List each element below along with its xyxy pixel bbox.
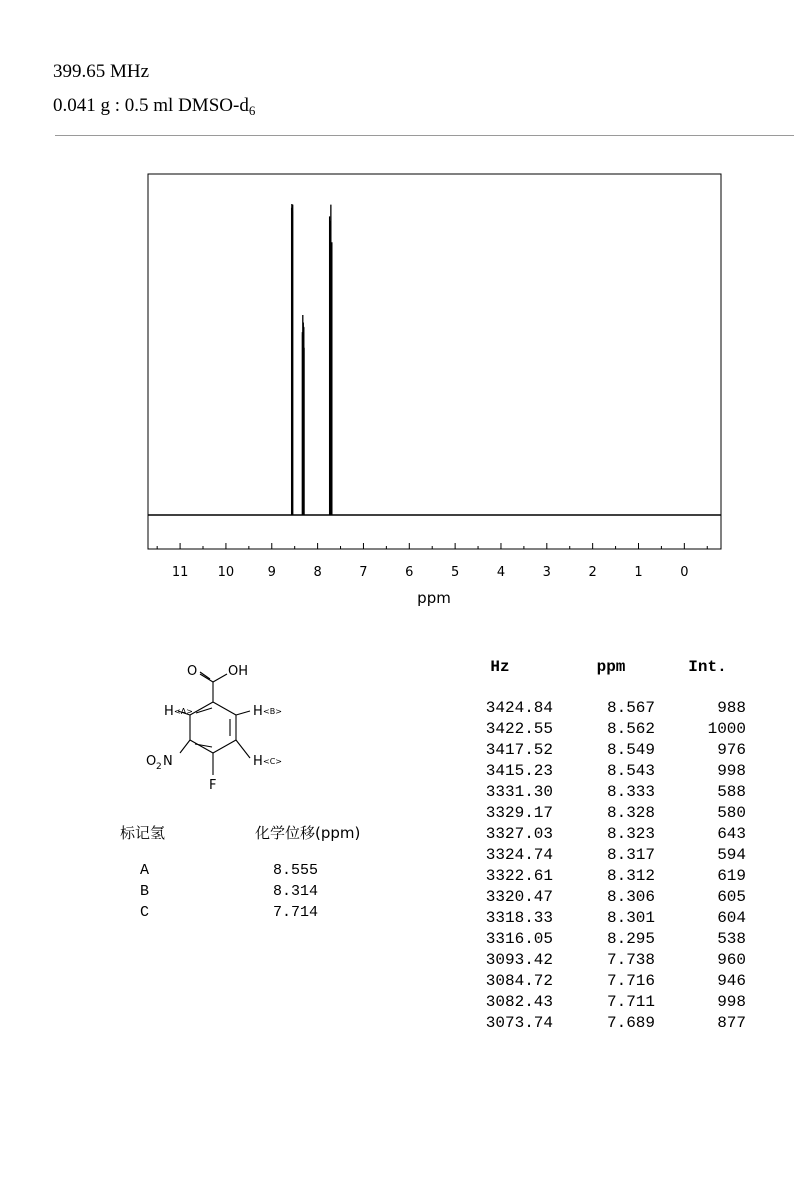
peak-lines <box>292 204 332 515</box>
x-axis-label: ppm <box>417 589 451 607</box>
table-row <box>455 971 746 992</box>
tag-c-label: <C> <box>263 757 282 766</box>
cell-ppm: 8.295 <box>606 930 655 948</box>
spectrometer-frequency: 399.65 MHz <box>53 61 150 82</box>
cell-int: 588 <box>717 783 746 801</box>
nitro-subscript: 2 <box>156 762 162 772</box>
cell-ppm: 8.333 <box>606 783 655 801</box>
table-row <box>455 698 746 719</box>
cell-ppm: 8.306 <box>606 888 655 906</box>
hydroxyl-label: OH <box>228 664 249 679</box>
table-row <box>455 803 746 824</box>
cell-int: 594 <box>717 846 746 864</box>
tag-a-label: <A> <box>174 707 193 716</box>
cell-ppm: 7.738 <box>606 951 655 969</box>
cell-ppm: 8.567 <box>606 699 655 717</box>
hydrogen-c-label: H <box>253 754 263 769</box>
cell-ppm: 7.711 <box>606 993 655 1011</box>
x-tick-label: 3 <box>542 565 551 580</box>
cell-int: 998 <box>717 993 746 1011</box>
x-tick-label: 5 <box>450 565 460 580</box>
cell-hz: 3084.72 <box>485 972 553 990</box>
cell-hz: 3316.05 <box>485 930 553 948</box>
cell-hz: 3417.52 <box>485 741 553 759</box>
hydrogen-a-label: H <box>164 704 174 719</box>
cell-ppm: 8.562 <box>606 720 655 738</box>
benzene-ring <box>190 702 236 753</box>
assignment-shift-b: 8.314 <box>273 883 319 900</box>
table-row <box>455 950 746 971</box>
table-row <box>455 992 746 1013</box>
molecule-structure <box>140 655 300 795</box>
cell-int: 538 <box>717 930 746 948</box>
assignment-shift-header: 化学位移(ppm) <box>255 824 361 842</box>
cell-int: 877 <box>717 1014 746 1032</box>
fluorine-label: F <box>209 778 217 793</box>
table-row <box>455 719 746 740</box>
table-row <box>455 845 746 866</box>
cell-hz: 3082.43 <box>485 993 553 1011</box>
table-row <box>455 824 746 845</box>
x-axis-ticks <box>157 543 707 549</box>
cell-ppm: 8.301 <box>606 909 655 927</box>
peak-table-header <box>455 658 746 698</box>
cell-int: 998 <box>717 762 746 780</box>
nitro-nitrogen-label: N <box>163 754 173 769</box>
header-int: Int. <box>688 658 727 676</box>
cell-hz: 3093.42 <box>485 951 553 969</box>
cell-int: 604 <box>717 909 746 927</box>
plot-frame <box>148 174 721 549</box>
sample-subscript: 6 <box>248 103 256 118</box>
assignment-label-a: A <box>140 862 150 879</box>
x-tick-label: 4 <box>496 565 506 580</box>
table-row <box>455 740 746 761</box>
cell-ppm: 8.543 <box>606 762 655 780</box>
cell-hz: 3422.55 <box>485 720 553 738</box>
cell-hz: 3329.17 <box>485 804 553 822</box>
assignment-label-header: 标记氢 <box>120 824 166 842</box>
table-row <box>455 1013 746 1034</box>
table-row <box>455 866 746 887</box>
header-ppm: ppm <box>596 658 626 676</box>
assignment-label-b: B <box>140 883 150 900</box>
cell-ppm: 7.689 <box>606 1014 655 1032</box>
assignment-shift-c: 7.714 <box>273 904 319 921</box>
cell-int: 976 <box>717 741 746 759</box>
x-tick-label: 0 <box>680 565 689 580</box>
cell-int: 580 <box>717 804 746 822</box>
cell-int: 946 <box>717 972 746 990</box>
table-row <box>455 929 746 950</box>
peak-table-body <box>455 698 746 1034</box>
x-tick-label: 7 <box>359 565 368 580</box>
cell-int: 605 <box>717 888 746 906</box>
cell-int: 988 <box>717 699 746 717</box>
hydrogen-b-label: H <box>253 704 263 719</box>
x-tick-label: 11 <box>171 565 189 580</box>
cell-hz: 3320.47 <box>485 888 553 906</box>
carbonyl-oxygen-label: O <box>187 664 198 679</box>
x-tick-label: 8 <box>313 565 322 580</box>
table-row <box>455 761 746 782</box>
sample-prefix: 0.041 g : 0.5 ml DMSO-d <box>53 95 249 116</box>
cell-int: 960 <box>717 951 746 969</box>
cell-hz: 3318.33 <box>485 909 553 927</box>
cell-hz: 3073.74 <box>485 1014 553 1032</box>
header-hz: Hz <box>490 658 510 676</box>
cell-hz: 3324.74 <box>485 846 553 864</box>
table-row <box>455 782 746 803</box>
cell-ppm: 8.317 <box>606 846 655 864</box>
cell-int: 1000 <box>707 720 746 738</box>
x-tick-label: 6 <box>405 565 414 580</box>
table-row <box>455 908 746 929</box>
substituent-bonds <box>178 672 250 775</box>
x-tick-label: 9 <box>267 565 276 580</box>
cell-hz: 3327.03 <box>485 825 553 843</box>
cell-hz: 3322.61 <box>485 867 553 885</box>
cell-hz: 3424.84 <box>485 699 553 717</box>
cell-ppm: 8.323 <box>606 825 655 843</box>
x-tick-label: 1 <box>634 565 643 580</box>
cell-ppm: 7.716 <box>606 972 655 990</box>
x-tick-label: 10 <box>217 565 235 580</box>
cell-ppm: 8.312 <box>606 867 655 885</box>
nitro-oxygen-label: O <box>146 754 157 769</box>
table-row <box>455 887 746 908</box>
cell-ppm: 8.328 <box>606 804 655 822</box>
tag-b-label: <B> <box>263 707 282 716</box>
x-tick-label: 2 <box>588 565 597 580</box>
assignment-label-c: C <box>140 904 150 921</box>
cell-hz: 3331.30 <box>485 783 553 801</box>
peak-table <box>455 658 746 1034</box>
cell-int: 643 <box>717 825 746 843</box>
x-axis-tick-labels <box>172 565 689 580</box>
cell-hz: 3415.23 <box>485 762 553 780</box>
assignment-shift-a: 8.555 <box>273 862 319 879</box>
cell-int: 619 <box>717 867 746 885</box>
cell-ppm: 8.549 <box>606 741 655 759</box>
